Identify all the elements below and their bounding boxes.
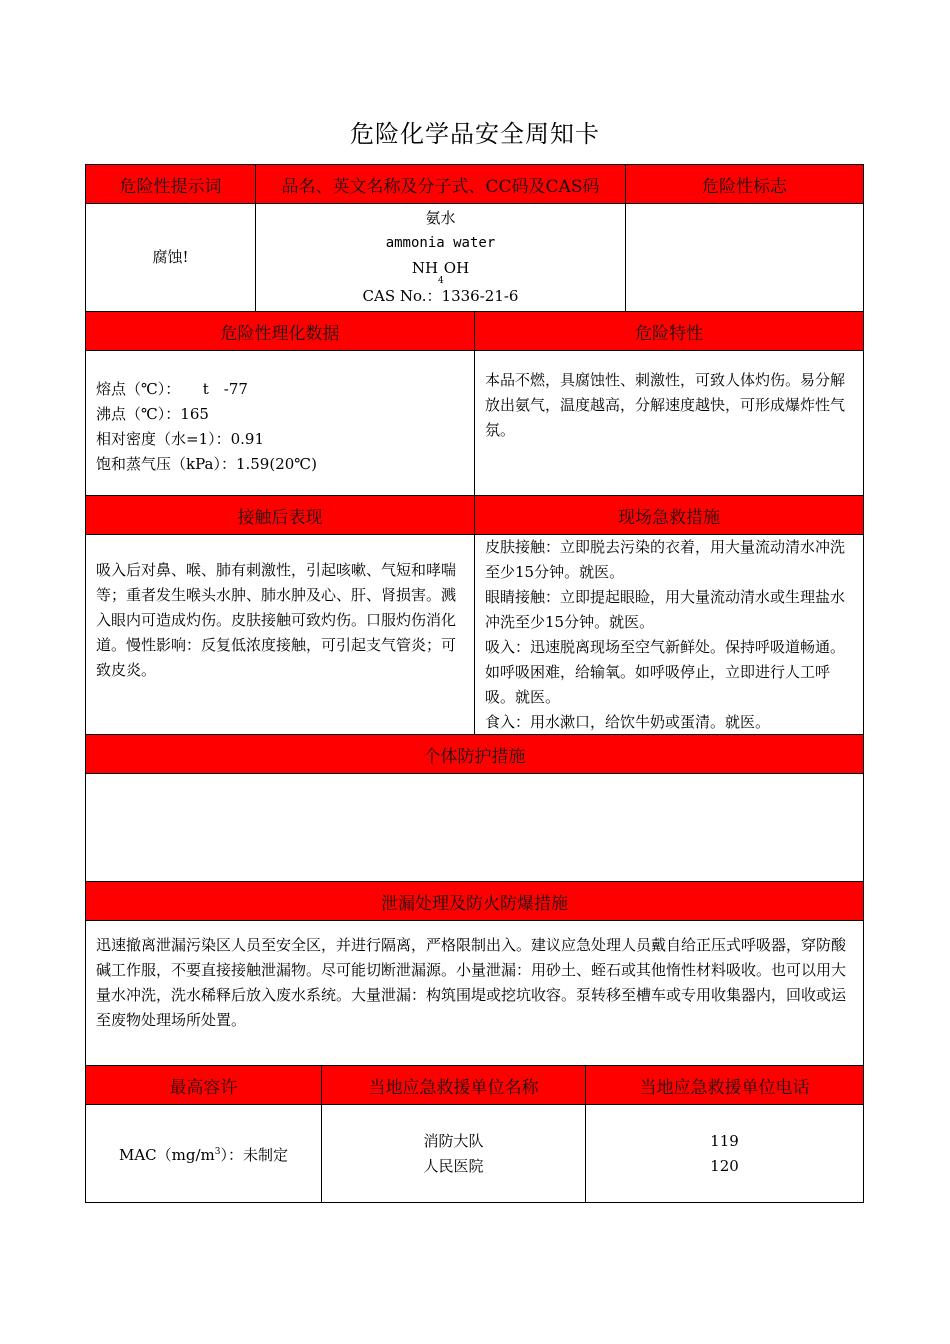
header-row-contacts	[86, 1066, 863, 1105]
hazard-characteristics	[475, 351, 863, 495]
exposure-row	[86, 535, 863, 735]
header-hazard-symbol: 危险性标志	[702, 176, 787, 197]
properties-row	[86, 351, 863, 496]
header-row-properties	[86, 312, 863, 351]
rescue-phone: 119	[710, 1131, 739, 1150]
header-row-ppe	[86, 735, 863, 774]
formula-subscript: 4	[438, 276, 444, 286]
rescue-phones	[586, 1105, 863, 1202]
product-name-cn: 氨水	[425, 209, 456, 227]
product-formula	[412, 256, 469, 284]
rescue-unit: 人民医院	[423, 1156, 484, 1175]
header-rescue-unit: 当地应急救援单位名称	[322, 1066, 586, 1104]
header-physchem: 危险性理化数据	[86, 312, 475, 350]
hazard-symbol-area	[626, 204, 863, 311]
physchem-line: 熔点（℃）： t -77	[96, 380, 248, 398]
identity-row	[86, 204, 863, 312]
mac-sup: 3	[214, 1146, 221, 1157]
physchem-line: 相对密度（水=1）：0.91	[96, 430, 265, 448]
header-first-aid: 现场急救措施	[618, 507, 720, 528]
mac-suffix: ）：未制定	[220, 1145, 289, 1164]
mac-value	[119, 1140, 288, 1168]
header-hazard-word: 危险性提示词	[86, 165, 256, 203]
page-title: 危险化学品安全周知卡	[350, 120, 600, 148]
first-aid-skin: 皮肤接触：立即脱去污染的衣着，用大量流动清水冲洗至少15分钟。就医。	[485, 538, 846, 581]
header-ppe: 个体防护措施	[423, 746, 526, 767]
first-aid-eyes: 眼睛接触：立即提起眼睑，用大量流动清水或生理盐水冲洗至少15分钟。就医。	[485, 588, 846, 631]
hazard-word: 腐蚀!	[86, 204, 256, 311]
max-allowed	[86, 1105, 322, 1202]
header-exposure: 接触后表现	[86, 496, 475, 534]
rescue-unit: 消防大队	[423, 1131, 484, 1150]
first-aid-inhalation: 吸入：迅速脱离现场至空气新鲜处。保持呼吸道畅通。如呼吸困难，给输氧。如呼吸停止，立即进行人工呼吸。就医。	[485, 638, 846, 706]
header-row-identity	[86, 165, 863, 204]
exposure-text: 吸入后对鼻、喉、肺有刺激性，引起咳嗽、气短和哮喘等；重者发生喉头水肿、肺水肿及心、肝、肾损害。溅入眼内可造成灼伤。皮肤接触可致灼伤。口服灼伤消化道。慢性影响：反复低浓度接触，可引起支气管炎；可致皮炎。	[96, 561, 457, 679]
header-hazard-characteristics: 危险特性	[635, 323, 703, 344]
formula-main: NH	[411, 259, 439, 277]
leak-text: 迅速撤离泄漏污染区人员至安全区，并进行隔离，严格限制出入。建议应急处理人员戴自给正压式呼吸器，穿防酸碱工作服，不要直接接触泄漏物。尽可能切断泄漏源。小量泄漏：用砂土、蛭石或其他惰性材料吸收。也可以用大量水冲洗，洗水稀释后放入废水系统。大量泄漏：构筑围堤或挖坑收容。泵转移至槽车或专用收集器内，回收或运至废物处理场所处置。	[96, 936, 847, 1029]
header-row-leak	[86, 882, 863, 921]
contacts-row	[86, 1105, 863, 1202]
mac-prefix: MAC（mg/m	[118, 1145, 215, 1164]
first-aid-measures	[475, 535, 863, 734]
product-cas: CAS No.：1336-21-6	[362, 287, 519, 305]
hazard-characteristics-text: 本品不燃，具腐蚀性、刺激性，可致人体灼伤。易分解放出氨气，温度越高，分解速度越快，可形成爆炸性气氛。	[485, 370, 846, 439]
header-product-info: 品名、英文名称及分子式、CC码及CAS码	[256, 165, 626, 203]
ppe-row	[86, 774, 863, 882]
header-row-exposure	[86, 496, 863, 535]
formula-tail: OH	[443, 259, 470, 277]
leak-measures	[86, 921, 863, 1065]
safety-card	[85, 164, 864, 1203]
leak-row	[86, 921, 863, 1066]
rescue-phone: 120	[710, 1156, 739, 1175]
physchem-data	[86, 351, 475, 495]
product-info	[256, 204, 626, 311]
header-rescue-phone: 当地应急救援单位电话	[639, 1077, 810, 1098]
header-leak: 泄漏处理及防火防爆措施	[381, 893, 568, 914]
physchem-line: 沸点（℃）：165	[96, 405, 209, 423]
physchem-line: 饱和蒸气压（kPa）：1.59(20℃)	[96, 455, 317, 473]
rescue-units	[322, 1105, 586, 1202]
product-name-en: ammonia water	[385, 235, 496, 251]
first-aid-ingestion: 食入：用水漱口，给饮牛奶或蛋清。就医。	[485, 713, 771, 731]
exposure-symptoms	[86, 535, 475, 734]
header-max-allowed: 最高容许	[86, 1066, 322, 1104]
